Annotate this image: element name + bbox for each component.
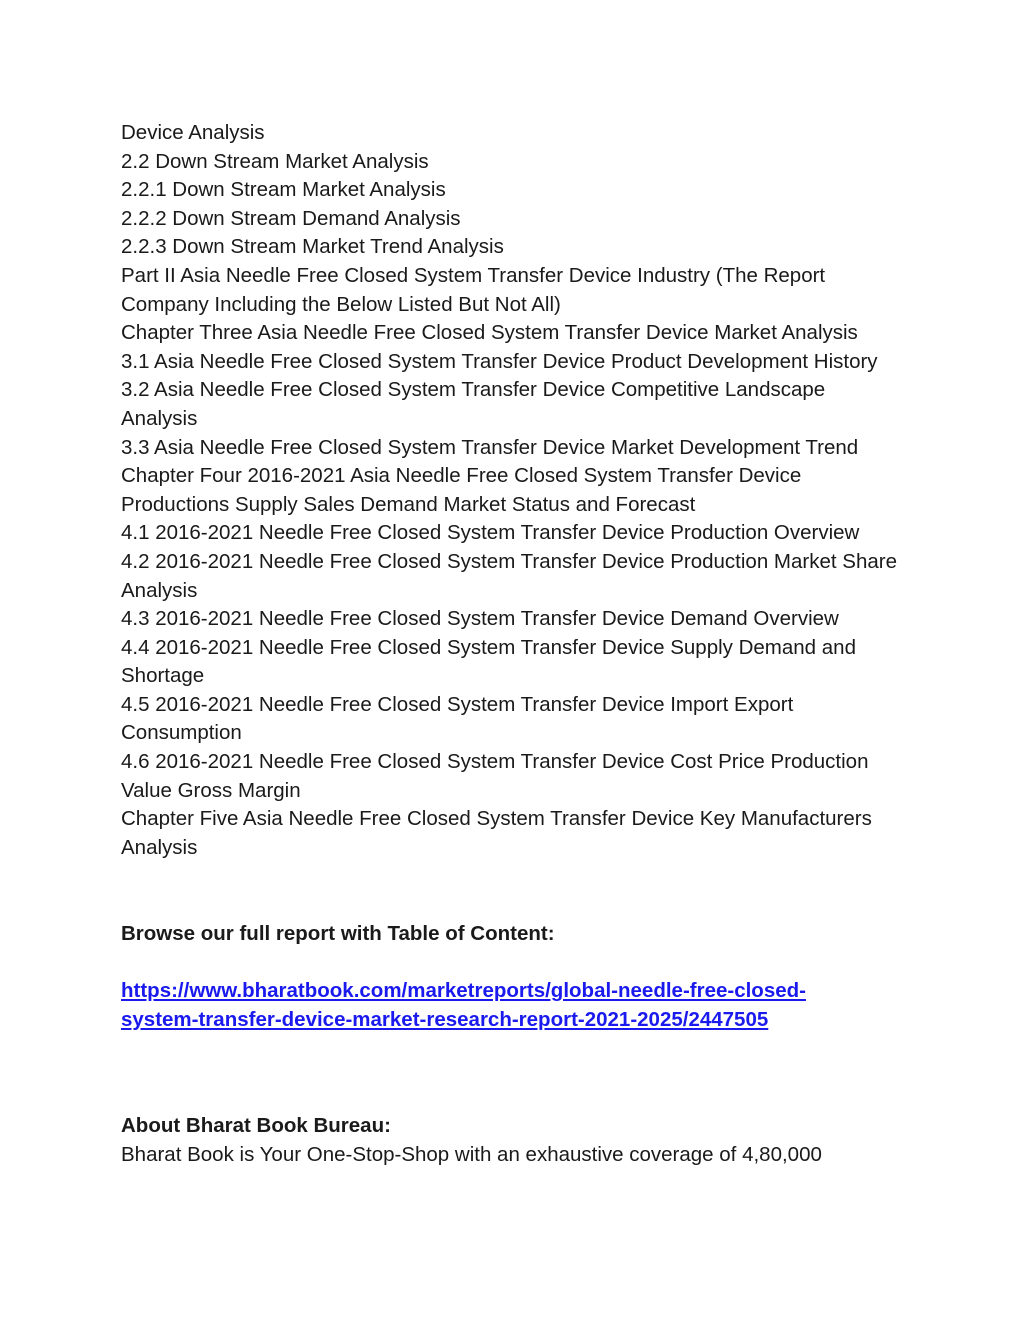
toc-line: 4.3 2016-2021 Needle Free Closed System Transfer Device Demand Overview bbox=[121, 607, 839, 631]
report-link-line2: system-transfer-device-market-research-report-2021-2025/2447505 bbox=[121, 1007, 769, 1031]
report-link[interactable] bbox=[121, 979, 806, 1031]
toc-line: 2.2 Down Stream Market Analysis bbox=[121, 149, 429, 173]
toc-line: 2.2.2 Down Stream Demand Analysis bbox=[121, 206, 461, 230]
toc-line: 4.5 2016-2021 Needle Free Closed System Transfer Device Import Export Consumption bbox=[121, 692, 794, 745]
toc-line: Device Analysis bbox=[121, 121, 265, 144]
about-heading: About Bharat Book Bureau: bbox=[121, 1114, 391, 1138]
toc-line: Part II Asia Needle Free Closed System Transfer Device Industry (The Report Company Including the Below Listed But Not All) bbox=[121, 263, 826, 316]
table-of-contents bbox=[121, 119, 901, 862]
toc-line: 2.2.3 Down Stream Market Trend Analysis bbox=[121, 235, 504, 259]
toc-line: 4.1 2016-2021 Needle Free Closed System Transfer Device Production Overview bbox=[121, 521, 860, 545]
browse-heading: Browse our full report with Table of Content: bbox=[121, 922, 555, 946]
toc-line: 2.2.1 Down Stream Market Analysis bbox=[121, 178, 446, 202]
toc-line: 3.2 Asia Needle Free Closed System Transfer Device Competitive Landscape Analysis bbox=[121, 378, 826, 430]
toc-line: Chapter Three Asia Needle Free Closed System Transfer Device Market Analysis bbox=[121, 321, 858, 345]
about-text: Bharat Book is Your One-Stop-Shop with an exhaustive coverage of 4,80,000 bbox=[121, 1142, 822, 1166]
toc-line: 4.2 2016-2021 Needle Free Closed System Transfer Device Production Market Share Analysis bbox=[121, 549, 897, 602]
report-link-block bbox=[121, 977, 901, 1034]
toc-line: 3.1 Asia Needle Free Closed System Transfer Device Product Development History bbox=[121, 349, 878, 373]
document-page bbox=[121, 119, 901, 1169]
toc-line: Chapter Four 2016-2021 Asia Needle Free Closed System Transfer Device Productions Supply Sales Demand Market Status and Forecast bbox=[121, 464, 802, 516]
report-link-line1: https://www.bharatbook.com/marketreports/global-needle-free-closed- bbox=[121, 979, 806, 1003]
toc-line: 4.6 2016-2021 Needle Free Closed System Transfer Device Cost Price Production Value Gross Margin bbox=[121, 750, 869, 802]
toc-line: 4.4 2016-2021 Needle Free Closed System Transfer Device Supply Demand and Shortage bbox=[121, 635, 856, 688]
toc-line: Chapter Five Asia Needle Free Closed System Transfer Device Key Manufacturers Analysis bbox=[121, 807, 872, 859]
toc-line: 3.3 Asia Needle Free Closed System Transfer Device Market Development Trend bbox=[121, 435, 859, 459]
